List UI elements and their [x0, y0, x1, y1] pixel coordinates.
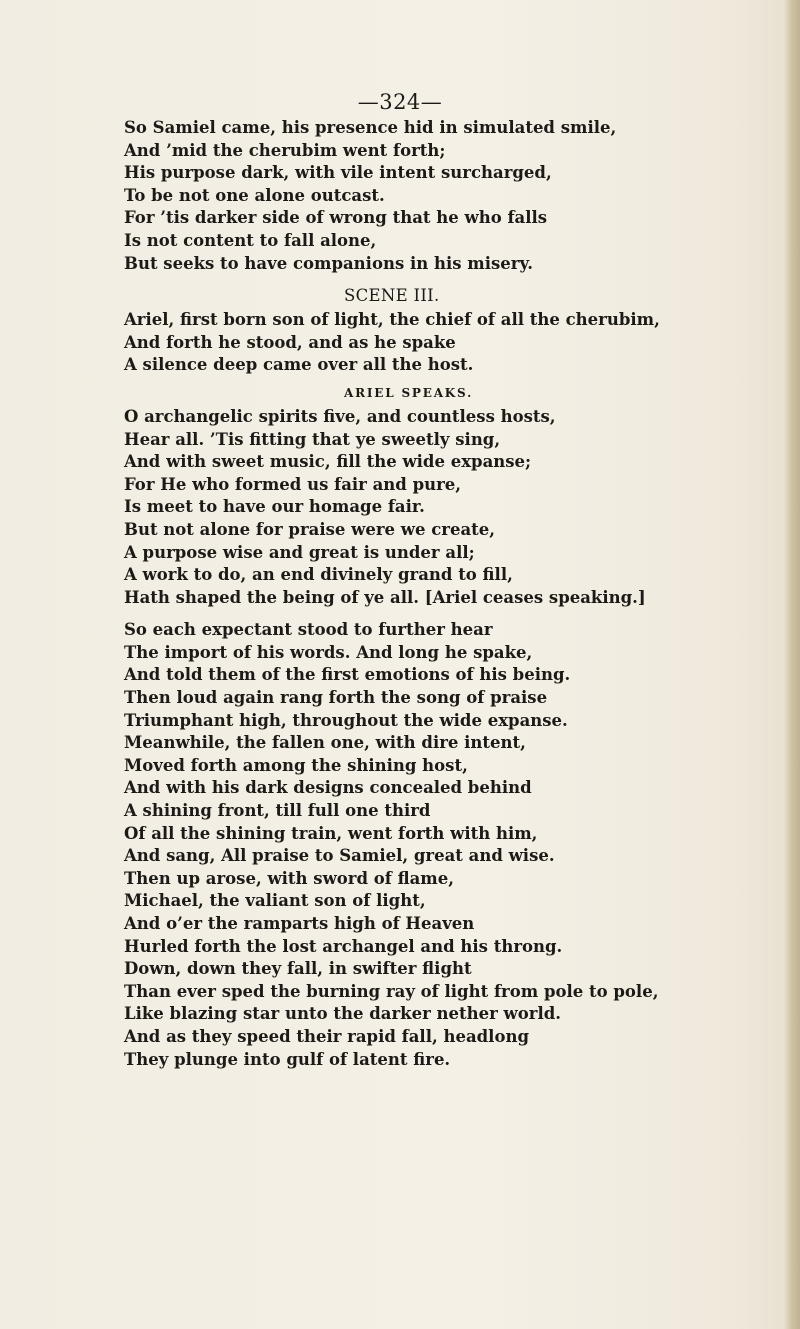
poem-line: To be not one alone outcast.	[124, 185, 385, 205]
poem-line: And forth he stood, and as he spake	[124, 332, 456, 352]
scene-heading: SCENE III.	[344, 286, 440, 306]
stanza-1	[124, 117, 724, 275]
poem-line: Triumphant high, throughout the wide expanse.	[124, 710, 568, 730]
poem-line: Then up arose, with sword of flame,	[124, 868, 454, 888]
poem-line: Then loud again rang forth the song of praise	[124, 688, 548, 708]
poem-line: And as they speed their rapid fall, headlong	[124, 1026, 529, 1046]
poem-line: Moved forth among the shining host,	[124, 755, 468, 775]
poem-line: They plunge into gulf of latent fire.	[124, 1049, 451, 1069]
stanza-2	[124, 309, 724, 377]
speaker-heading: ARIEL SPEAKS.	[344, 385, 474, 400]
stanza-3	[124, 406, 724, 609]
poem-line: O archangelic spirits five, and countless hosts,	[124, 406, 556, 426]
poem-line: So each expectant stood to further hear	[124, 620, 493, 640]
poem-line: And with his dark designs concealed behind	[124, 778, 532, 798]
poem-text	[124, 117, 724, 1071]
poem-line: And told them of the first emotions of his being.	[124, 665, 571, 685]
poem-line: His purpose dark, with vile intent surcharged,	[124, 163, 552, 183]
page-number: —324—	[357, 90, 443, 114]
poem-line: A purpose wise and great is under all;	[124, 542, 475, 562]
poem-line: Is not content to fall alone,	[124, 230, 377, 250]
poem-line: So Samiel came, his presence hid in simulated smile,	[124, 118, 617, 137]
poem-line: And sang, All praise to Samiel, great and wise.	[124, 846, 555, 866]
poem-line: Meanwhile, the fallen one, with dire intent,	[124, 733, 526, 753]
stanza-4	[124, 619, 724, 1071]
page-edge-shadow	[784, 0, 800, 1329]
poem-line: But seeks to have companions in his misery.	[124, 253, 533, 273]
poem-line: And ’mid the cherubim went forth;	[124, 140, 446, 160]
poem-line: Hurled forth the lost archangel and his throng.	[124, 936, 563, 956]
poem-line: Like blazing star unto the darker nether world.	[124, 1004, 562, 1024]
poem-line: And o’er the ramparts high of Heaven	[124, 914, 475, 933]
poem-line: But not alone for praise were we create,	[124, 519, 496, 539]
poem-line: And with sweet music, fill the wide expanse;	[124, 452, 532, 472]
poem-line: A work to do, an end divinely grand to fill,	[124, 565, 513, 585]
poem-line: For ’tis darker side of wrong that he who falls	[124, 208, 548, 228]
poem-line: A shining front, till full one third	[124, 801, 431, 821]
poem-line: For He who formed us fair and pure,	[124, 474, 462, 494]
poem-line: A silence deep came over all the host.	[124, 355, 474, 375]
poem-line: Hath shaped the being of ye all. [Ariel ceases speaking.]	[124, 587, 646, 607]
poem-line: Of all the shining train, went forth with him,	[124, 823, 538, 843]
poem-line: Is meet to have our homage fair.	[124, 497, 425, 517]
poem-line: The import of his words. And long he spake,	[124, 642, 533, 662]
poem-line: Michael, the valiant son of light,	[124, 891, 426, 911]
poem-line: Down, down they fall, in swifter flight	[124, 959, 472, 979]
poem-line: Hear all. ’Tis fitting that ye sweetly sing,	[124, 429, 501, 449]
poem-line: Ariel, first born son of light, the chief of all the cherubim,	[124, 310, 660, 330]
poem-line: Than ever sped the burning ray of light from pole to pole,	[124, 981, 659, 1001]
stanza-gap	[124, 609, 724, 619]
